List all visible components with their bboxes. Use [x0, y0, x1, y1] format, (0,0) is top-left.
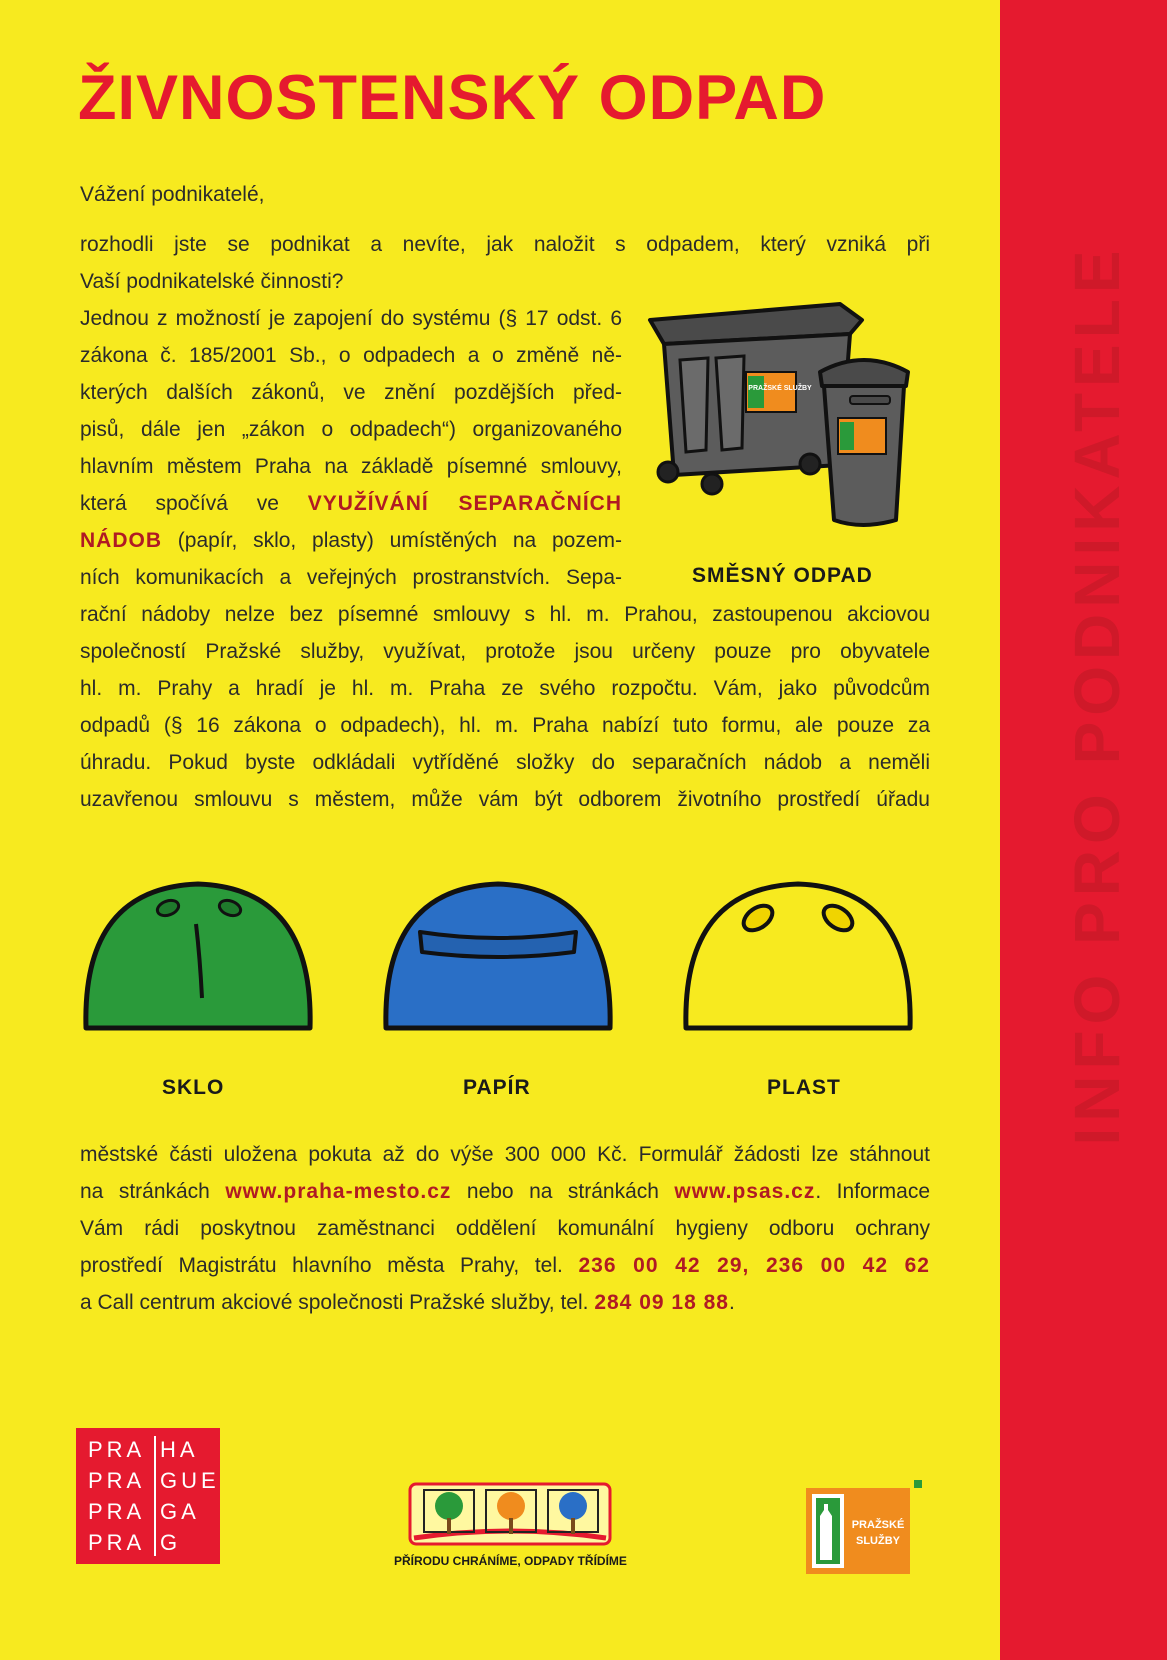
recycling-campaign-logo — [394, 1480, 626, 1590]
svg-text:PRAŽSKÉ: PRAŽSKÉ — [851, 1519, 905, 1531]
body-line: hl. m. Prahy a hradí je hl. m. Praha ze svého rozpočtu. Vám, jako původcům — [80, 677, 930, 700]
body-line: uzavřenou smlouvu s městem, může vám být odborem životního prostředí úřadu — [80, 788, 930, 811]
highlight-text: NÁDOB — [80, 529, 162, 552]
salutation: Vážení podnikatelé, — [80, 183, 265, 206]
plastic-container-icon — [678, 878, 918, 1040]
paper-container-icon — [378, 878, 618, 1040]
body-line — [80, 1247, 930, 1284]
psas-website-link[interactable]: www.psas.cz — [674, 1180, 816, 1203]
body-text: . Informace — [815, 1180, 930, 1203]
intro-line: rozhodli jste se podnikat a nevíte, jak naložit s odpadem, který vzniká při — [80, 233, 930, 256]
logo-line: G — [160, 1530, 182, 1555]
svg-text:SLUŽBY: SLUŽBY — [856, 1535, 900, 1547]
body-text: která spočívá ve — [80, 492, 308, 515]
body-line: kterých dalších zákonů, ve znění pozdějších před- — [80, 381, 622, 404]
prazske-sluzby-logo — [806, 1480, 922, 1576]
glass-container-icon — [78, 878, 318, 1040]
logo-line: HA — [160, 1437, 199, 1462]
highlight-text: VYUŽÍVÁNÍ SEPARAČNÍCH — [307, 492, 622, 515]
praha-website-link[interactable]: www.praha-mesto.cz — [225, 1180, 452, 1203]
body-line — [80, 1173, 930, 1210]
body-line — [80, 1284, 930, 1321]
logo-line: PRA — [88, 1437, 146, 1462]
body-line: odpadů (§ 16 zákona o odpadech), hl. m. Praha nabízí tuto formu, ale pouze za — [80, 714, 930, 737]
call-center-phone: 284 09 18 88 — [594, 1291, 729, 1314]
bin-label-text: PRAŽSKÉ SLUŽBY — [748, 385, 812, 392]
side-banner — [1000, 0, 1167, 1660]
container-label-glass: SKLO — [162, 1076, 225, 1099]
logo-divider — [154, 1436, 156, 1556]
intro-line: Vaší podnikatelské činnosti? — [80, 270, 344, 293]
body-line: společností Pražské služby, využívat, protože jsou určeny pouze pro obyvatele — [80, 640, 930, 663]
body-line: Vám rádi poskytnou zaměstnanci oddělení komunální hygieny odboru ochrany — [80, 1217, 930, 1240]
logo-line: PRA — [88, 1499, 146, 1524]
body-text: nebo na stránkách — [451, 1180, 675, 1203]
body-text: . — [728, 1291, 735, 1314]
logo-line: GUE — [160, 1468, 220, 1493]
body-line: úhradu. Pokud byste odkládali vytříděné složky do separačních nádob a neměli — [80, 751, 930, 774]
body-text: a Call centrum akciové společnosti Pražské služby, tel. — [80, 1291, 595, 1314]
trees-logo-icon — [394, 1480, 626, 1552]
container-label-paper: PAPÍR — [463, 1076, 531, 1099]
logo-line: GA — [160, 1499, 200, 1524]
body-line — [80, 485, 622, 522]
magistrate-phone: 236 00 42 29, 236 00 42 62 — [578, 1254, 930, 1277]
body-line: rační nádoby nelze bez písemné smlouvy s hl. m. Prahou, zastoupenou akciovou — [80, 603, 930, 626]
body-text: (papír, sklo, plasty) umístěných na pozem- — [162, 529, 622, 552]
body-line: hlavním městem Praha na základě písemné smlouvy, — [80, 455, 622, 478]
logo-line: PRA — [88, 1468, 146, 1493]
campaign-slogan: PŘÍRODU CHRÁNÍME, ODPADY TŘÍDÍME — [394, 1554, 627, 1568]
intro-paragraph — [80, 226, 930, 300]
container-label-plastic: PLAST — [767, 1076, 841, 1099]
body-line: zákona č. 185/2001 Sb., o odpadech a o změně ně- — [80, 344, 622, 367]
praha-logo-right — [160, 1434, 220, 1558]
body-text: prostředí Magistrátu hlavního města Prahy, tel. — [80, 1254, 579, 1277]
main-paragraph-top — [80, 300, 622, 596]
body-text: na stránkách — [80, 1180, 226, 1203]
body-line: městské části uložena pokuta až do výše 300 000 Kč. Formulář žádosti lze stáhnout — [80, 1143, 930, 1166]
body-line: Jednou z možností je zapojení do systému (§ 17 odst. 6 — [80, 307, 622, 330]
small-bin-icon — [820, 360, 908, 525]
main-paragraph-bottom — [80, 596, 930, 818]
contact-paragraph — [80, 1136, 930, 1321]
page-title: ŽIVNOSTENSKÝ ODPAD — [78, 63, 827, 133]
body-line — [80, 522, 622, 559]
body-line: ních komunikacích a veřejných prostranstvích. Sepa- — [80, 566, 622, 589]
praha-logo-left — [88, 1434, 145, 1558]
side-banner-text: INFO PRO PODNIKATELE — [1061, 244, 1133, 1146]
body-line: pisů, dále jen „zákon o odpadech“) organizovaného — [80, 418, 622, 441]
mixed-waste-caption: SMĚSNÝ ODPAD — [692, 564, 873, 587]
logo-line: PRA — [88, 1530, 146, 1555]
waste-bins-illustration — [640, 300, 970, 560]
praha-logo — [76, 1428, 220, 1564]
